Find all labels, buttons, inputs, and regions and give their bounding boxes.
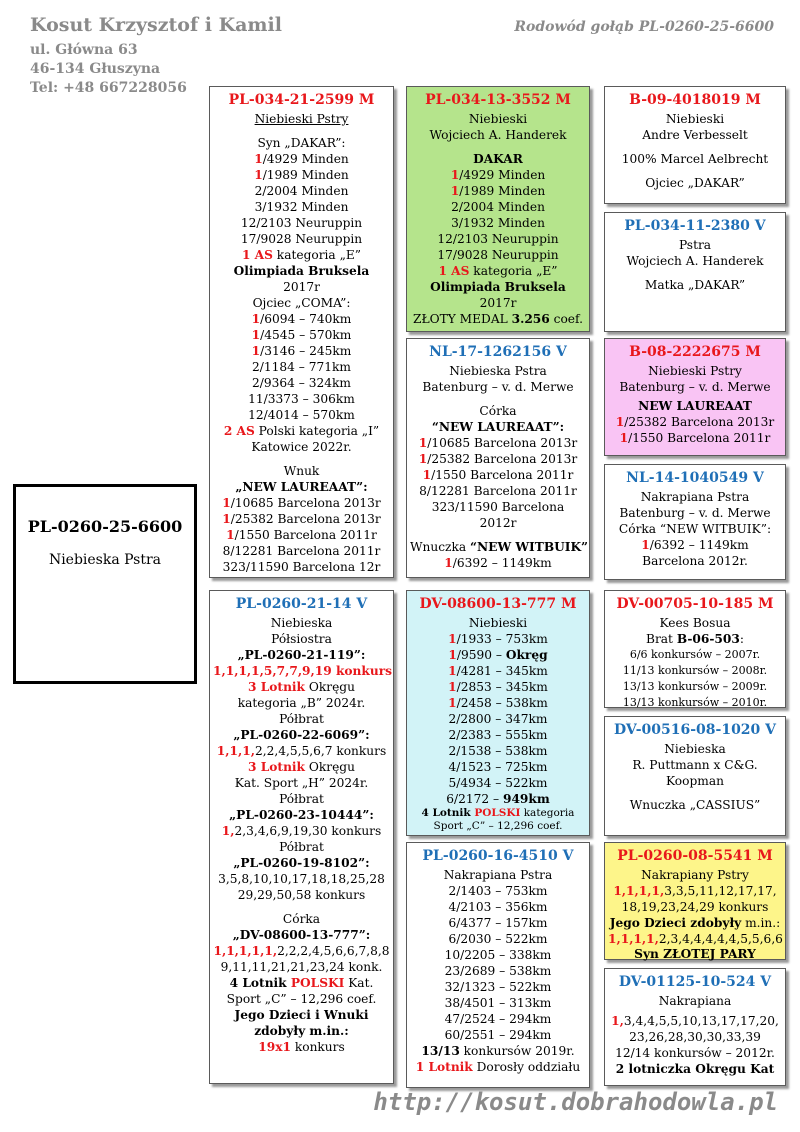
mfm-box xyxy=(604,716,786,836)
mother-19x1: 19x1 konkurs xyxy=(258,1040,345,1054)
fmm-ring: NL-14-1040549 V xyxy=(626,470,764,486)
fmm-result: Barcelona 2012r. xyxy=(642,554,748,568)
mm-result: 4/2103 – 356km xyxy=(448,900,548,914)
fm-result: 2012r xyxy=(479,516,517,530)
ff-result: 1/4929 Minden xyxy=(450,168,546,182)
fmf-name: NEW LAUREAAT xyxy=(638,399,752,413)
mff-konkurs: 6/6 konkursów – 2007r. xyxy=(629,648,761,661)
mmf-ring: PL-0260-08-5541 M xyxy=(617,848,773,864)
ffm-mother: Matka „DAKAR” xyxy=(644,278,746,292)
mother-daughter-sport: Sport „C” – 12,296 coef. xyxy=(226,992,377,1006)
fmf-color: Niebieski Pstry xyxy=(648,364,742,378)
fff-color: Niebieski xyxy=(665,112,725,126)
fff-breeder: Andre Verbesselt xyxy=(642,128,748,142)
father-coma-result: 2/9364 – 324km xyxy=(252,376,351,390)
mf-result: 4/1523 – 725km xyxy=(448,760,548,774)
mm-ring: PL-0260-16-4510 V xyxy=(422,848,574,864)
main-ring: PL-0260-25-6600 xyxy=(27,517,183,536)
mf-result: 2/2800 – 347km xyxy=(448,712,548,726)
mm-result: 38/4501 – 313km xyxy=(444,996,552,1010)
ff-olympiad: Olimpiada Bruksela xyxy=(430,280,566,294)
mother-daughter-lotnik: 4 Lotnik POLSKI Kat. xyxy=(229,976,374,990)
mmm-results: 1,3,4,4,5,5,10,13,17,17,20, xyxy=(611,1014,779,1028)
fmm-daughter: Córka “NEW WITBUIK”: xyxy=(618,522,772,536)
mother-hs-category: kategoria „B” 2024r. xyxy=(237,696,366,710)
fm-result: 1/1550 Barcelona 2011r xyxy=(422,468,574,482)
father-ring: PL-034-21-2599 M xyxy=(228,92,375,108)
father-result: 3/1932 Minden xyxy=(254,200,349,214)
mff-konkurs: 13/13 konkursów – 2009r. xyxy=(622,680,768,693)
fm-name: “NEW LAUREAAT”: xyxy=(431,420,565,434)
fff-box xyxy=(604,86,786,204)
father-coma-result: 1/6094 – 740km xyxy=(251,312,352,326)
ff-box xyxy=(406,86,590,332)
fmf-ring: B-08-2222675 M xyxy=(629,344,761,360)
mf-sport: Sport „C” – 12,296 coef. xyxy=(433,820,563,832)
fmf-breeder: Batenburg – v. d. Merwe xyxy=(619,380,771,394)
ff-result: 17/9028 Neuruppin xyxy=(437,248,559,262)
ff-result: 2/2004 Minden xyxy=(451,200,545,214)
mmm-results: 23,26,28,30,30,33,39 xyxy=(629,1030,761,1044)
mother-hs-ring: „PL-0260-21-119”: xyxy=(237,648,366,662)
mm-result: 6/4377 – 157km xyxy=(448,916,548,930)
father-coma-result: 1/3146 – 245km xyxy=(251,344,352,358)
father-year: 2017r xyxy=(283,280,320,294)
mfm-breeder: Koopman xyxy=(666,774,724,788)
father-laureat-result: 1/1550 Barcelona 2011r xyxy=(226,528,377,542)
father-olympiad: Olimpiada Bruksela xyxy=(233,264,370,278)
father-result: 17/9028 Neuruppin xyxy=(240,232,363,246)
father-result: 1/1989 Minden xyxy=(254,168,349,182)
ff-color: Niebieski xyxy=(468,112,528,126)
father-father-of: Ojciec „COMA”: xyxy=(252,296,351,310)
ff-result: 3/1932 Minden xyxy=(451,216,545,230)
mmf-kids: Jego Dzieci zdobyły m.in.: xyxy=(609,916,781,930)
mm-color: Nakrapiana Pstra xyxy=(443,868,553,882)
mother-daughter-results: 9,11,11,21,21,23,24 konk. xyxy=(220,960,383,974)
mf-result: 1/1933 – 753km xyxy=(448,632,548,646)
mmf-results: 18,19,23,24,29 konkurs xyxy=(621,900,769,914)
ff-result: 12/2103 Neuruppin xyxy=(437,232,559,246)
mm-result: 6/2030 – 522km xyxy=(448,932,548,946)
mother-hb2-ring: „PL-0260-23-10444”: xyxy=(229,808,374,822)
fff-ring: B-09-4018019 M xyxy=(629,92,761,108)
fm-result: 1/25382 Barcelona 2013r xyxy=(418,452,578,466)
document-title: Rodowód gołąb PL-0260-25-6600 xyxy=(514,19,774,35)
mf-box xyxy=(406,590,590,836)
father-coma-result: 1/4545 – 570km xyxy=(251,328,352,342)
mf-result: 6/2172 – 949km xyxy=(446,792,550,806)
mf-result: 1/2458 – 538km xyxy=(448,696,548,710)
mother-hs-results: 1,1,1,1,5,7,7,9,19 konkurs xyxy=(213,664,393,678)
mm-konkursy: 13/13 konkursów 2019r. xyxy=(421,1044,575,1058)
mff-breeder: Kees Bosua xyxy=(659,616,731,630)
father-coma-result: 2/1184 – 771km xyxy=(252,360,351,374)
fff-father: Ojciec „DAKAR” xyxy=(645,176,745,190)
mother-daughter-results: 1,1,1,1,1,2,2,2,4,5,6,6,7,8,8 xyxy=(213,944,390,958)
mother-hb1-ring: „PL-0260-22-6069”: xyxy=(233,728,370,742)
mff-konkurs: 11/13 konkursów – 2008r. xyxy=(622,664,768,677)
mother-hb1-results: 1,1,1,2,2,4,5,5,6,7 konkurs xyxy=(216,744,387,758)
father-coma-result: 12/4014 – 570km xyxy=(248,408,355,422)
father-grandson: Wnuk xyxy=(283,464,320,478)
father-laureat-result: 323/11590 Barcelona 12r xyxy=(222,560,381,574)
mmm-ring: DV-01125-10-524 V xyxy=(618,974,772,990)
mm-box xyxy=(406,842,590,1088)
mother-hb3-results: 3,5,8,10,10,17,18,18,25,28 xyxy=(218,872,385,886)
mff-brother: Brat B-06-503: xyxy=(646,632,744,646)
fff-line: 100% Marcel Aelbrecht xyxy=(621,152,769,166)
main-color: Niebieska Pstra xyxy=(48,552,162,568)
mother-hb1-lotnik: 3 Lotnik Okręgu xyxy=(248,760,355,774)
mmf-box xyxy=(604,842,786,960)
mmm-box xyxy=(604,968,786,1086)
ff-as: 1 AS kategoria „E” xyxy=(438,264,558,278)
mother-half-brother: Półbrat xyxy=(279,712,324,726)
mmm-lotnik: 2 lotniczka Okręgu Kat xyxy=(615,1062,775,1076)
mother-ring: PL-0260-21-14 V xyxy=(235,596,368,612)
fm-breeder: Batenburg – v. d. Merwe xyxy=(422,380,574,394)
mother-half-sister: Półsiostra xyxy=(271,632,332,646)
ff-ring: PL-034-13-3552 M xyxy=(425,92,571,108)
father-laureat: „NEW LAUREAAT”: xyxy=(235,480,368,494)
mmf-color: Nakrapiany Pstry xyxy=(641,868,749,882)
mm-result: 47/2524 – 294km xyxy=(444,1012,552,1026)
mf-result: 2/2383 – 555km xyxy=(448,728,548,742)
mf-ring: DV-08600-13-777 M xyxy=(419,596,577,612)
fm-box xyxy=(406,338,590,578)
mff-box xyxy=(604,590,786,708)
main-pigeon-box xyxy=(13,484,197,684)
fmf-result: 1/25382 Barcelona 2013r xyxy=(615,415,775,429)
mmm-color: Nakrapiana xyxy=(658,994,732,1008)
ff-name: DAKAR xyxy=(473,152,523,166)
fm-result: 1/10685 Barcelona 2013r xyxy=(418,436,578,450)
fmf-result: 1/1550 Barcelona 2011r xyxy=(619,431,771,445)
ff-breeder: Wojciech A. Handerek xyxy=(429,128,567,142)
ff-result: 1/1989 Minden xyxy=(450,184,546,198)
mfm-color: Niebieska xyxy=(664,742,726,756)
mf-lotnik: 4 Lotnik POLSKI kategoria xyxy=(421,807,575,819)
fm-result: 8/12281 Barcelona 2011r xyxy=(419,484,577,498)
ffm-breeder: Wojciech A. Handerek xyxy=(626,254,764,268)
mother-hb3-results: 29,29,50,58 konkurs xyxy=(237,888,366,902)
father-result: 2/2004 Minden xyxy=(254,184,349,198)
mother-kids-won: zdobyły m.in.: xyxy=(254,1024,349,1038)
website-url[interactable]: http://kosut.dobrahodowla.pl xyxy=(373,1088,778,1116)
mf-color: Niebieski xyxy=(468,616,528,630)
father-laureat-result: 8/12281 Barcelona 2011r xyxy=(222,544,381,558)
mother-daughter-ring: „DV-08600-13-777”: xyxy=(232,928,371,942)
fmf-box xyxy=(604,338,786,456)
breeder-city: 46-134 Głuszyna xyxy=(30,61,161,77)
ffm-color: Pstra xyxy=(678,238,712,252)
ff-medal: ZŁOTY MEDAL 3.256 coef. xyxy=(413,312,583,326)
mm-result: 10/2205 – 338km xyxy=(444,948,552,962)
father-color: Niebieski Pstry xyxy=(254,112,349,126)
fm-granddaughter: Wnuczka “NEW WITBUIK” xyxy=(410,540,589,554)
mother-box xyxy=(209,590,394,1084)
mmm-konkursy: 12/14 konkursów – 2012r. xyxy=(615,1046,775,1060)
mmf-results: 1,1,1,1,3,3,5,11,12,17,17, xyxy=(613,884,777,898)
father-katowice: Katowice 2022r. xyxy=(251,440,352,454)
fm-ring: NL-17-1262156 V xyxy=(429,344,567,360)
father-result: 12/2103 Neuruppin xyxy=(240,216,363,230)
mf-result: 1/4281 – 345km xyxy=(448,664,548,678)
ffm-box xyxy=(604,212,786,332)
mf-result: 1/9590 – Okręg xyxy=(448,648,548,662)
mother-hb1-category: Kat. Sport „H” 2024r. xyxy=(234,776,369,790)
father-coma-result: 11/3373 – 306km xyxy=(248,392,355,406)
mother-hb2-results: 1,2,3,4,6,9,19,30 konkurs xyxy=(221,824,382,838)
father-laureat-result: 1/10685 Barcelona 2013r xyxy=(222,496,381,510)
father-box xyxy=(209,86,394,578)
mother-daughter: Córka xyxy=(282,912,321,926)
mm-lotnik: 1 Lotnik Dorosły oddziału xyxy=(415,1060,581,1074)
mother-hs-lotnik: 3 Lotnik Okręgu xyxy=(248,680,355,694)
mff-konkurs: 13/13 konkursów – 2010r. xyxy=(622,696,768,709)
mother-color: Niebieska xyxy=(270,616,333,630)
mm-result: 32/1323 – 522km xyxy=(444,980,552,994)
father-son-of: Syn „DAKAR”: xyxy=(257,136,346,150)
mm-result: 23/2689 – 538km xyxy=(444,964,552,978)
mfm-granddaughter: Wnuczka „CASSIUS” xyxy=(629,798,761,812)
fmm-color: Nakrapiana Pstra xyxy=(640,490,750,504)
fmm-breeder: Batenburg – v. d. Merwe xyxy=(619,506,771,520)
fm-daughter: Córka xyxy=(479,404,517,418)
father-laureat-result: 1/25382 Barcelona 2013r xyxy=(222,512,381,526)
mmf-cut-text: Syn ZŁOTEJ PARY xyxy=(634,947,756,961)
mm-result: 60/2551 – 294km xyxy=(444,1028,552,1042)
mmf-results: 1,1,1,1,2,3,4,4,4,4,4,5,5,6,6 xyxy=(608,932,783,946)
mother-half-brother: Półbrat xyxy=(279,792,324,806)
fm-gd-result: 1/6392 – 1149km xyxy=(444,556,552,570)
fmm-result: 1/6392 – 1149km xyxy=(641,538,749,552)
mff-ring: DV-00705-10-185 M xyxy=(616,596,774,612)
ff-year: 2017r xyxy=(479,296,517,310)
breeder-address: ul. Główna 63 xyxy=(30,42,138,58)
breeder-phone: Tel: +48 667228056 xyxy=(30,80,187,96)
mf-result: 5/4934 – 522km xyxy=(448,776,548,790)
breeder-name: Kosut Krzysztof i Kamil xyxy=(30,14,282,36)
fm-result: 323/11590 Barcelona xyxy=(431,500,565,514)
mfm-ring: DV-00516-08-1020 V xyxy=(613,722,777,738)
mother-kids: Jego Dzieci i Wnuki xyxy=(234,1008,369,1022)
mm-result: 2/1403 – 753km xyxy=(448,884,548,898)
mf-result: 1/2853 – 345km xyxy=(448,680,548,694)
mfm-breeder: R. Puttmann x C&G. xyxy=(632,758,758,772)
mf-result: 2/1538 – 538km xyxy=(448,744,548,758)
father-as2: 2 AS Polski kategoria „I” xyxy=(223,424,380,438)
mother-half-brother: Półbrat xyxy=(279,840,324,854)
father-as1: 1 AS kategoria „E” xyxy=(241,248,362,262)
mother-hb3-ring: „PL-0260-19-8102”: xyxy=(233,856,370,870)
ffm-ring: PL-034-11-2380 V xyxy=(624,218,766,234)
father-result: 1/4929 Minden xyxy=(254,152,349,166)
fmm-box xyxy=(604,464,786,580)
fm-color: Niebieska Pstra xyxy=(449,364,547,378)
